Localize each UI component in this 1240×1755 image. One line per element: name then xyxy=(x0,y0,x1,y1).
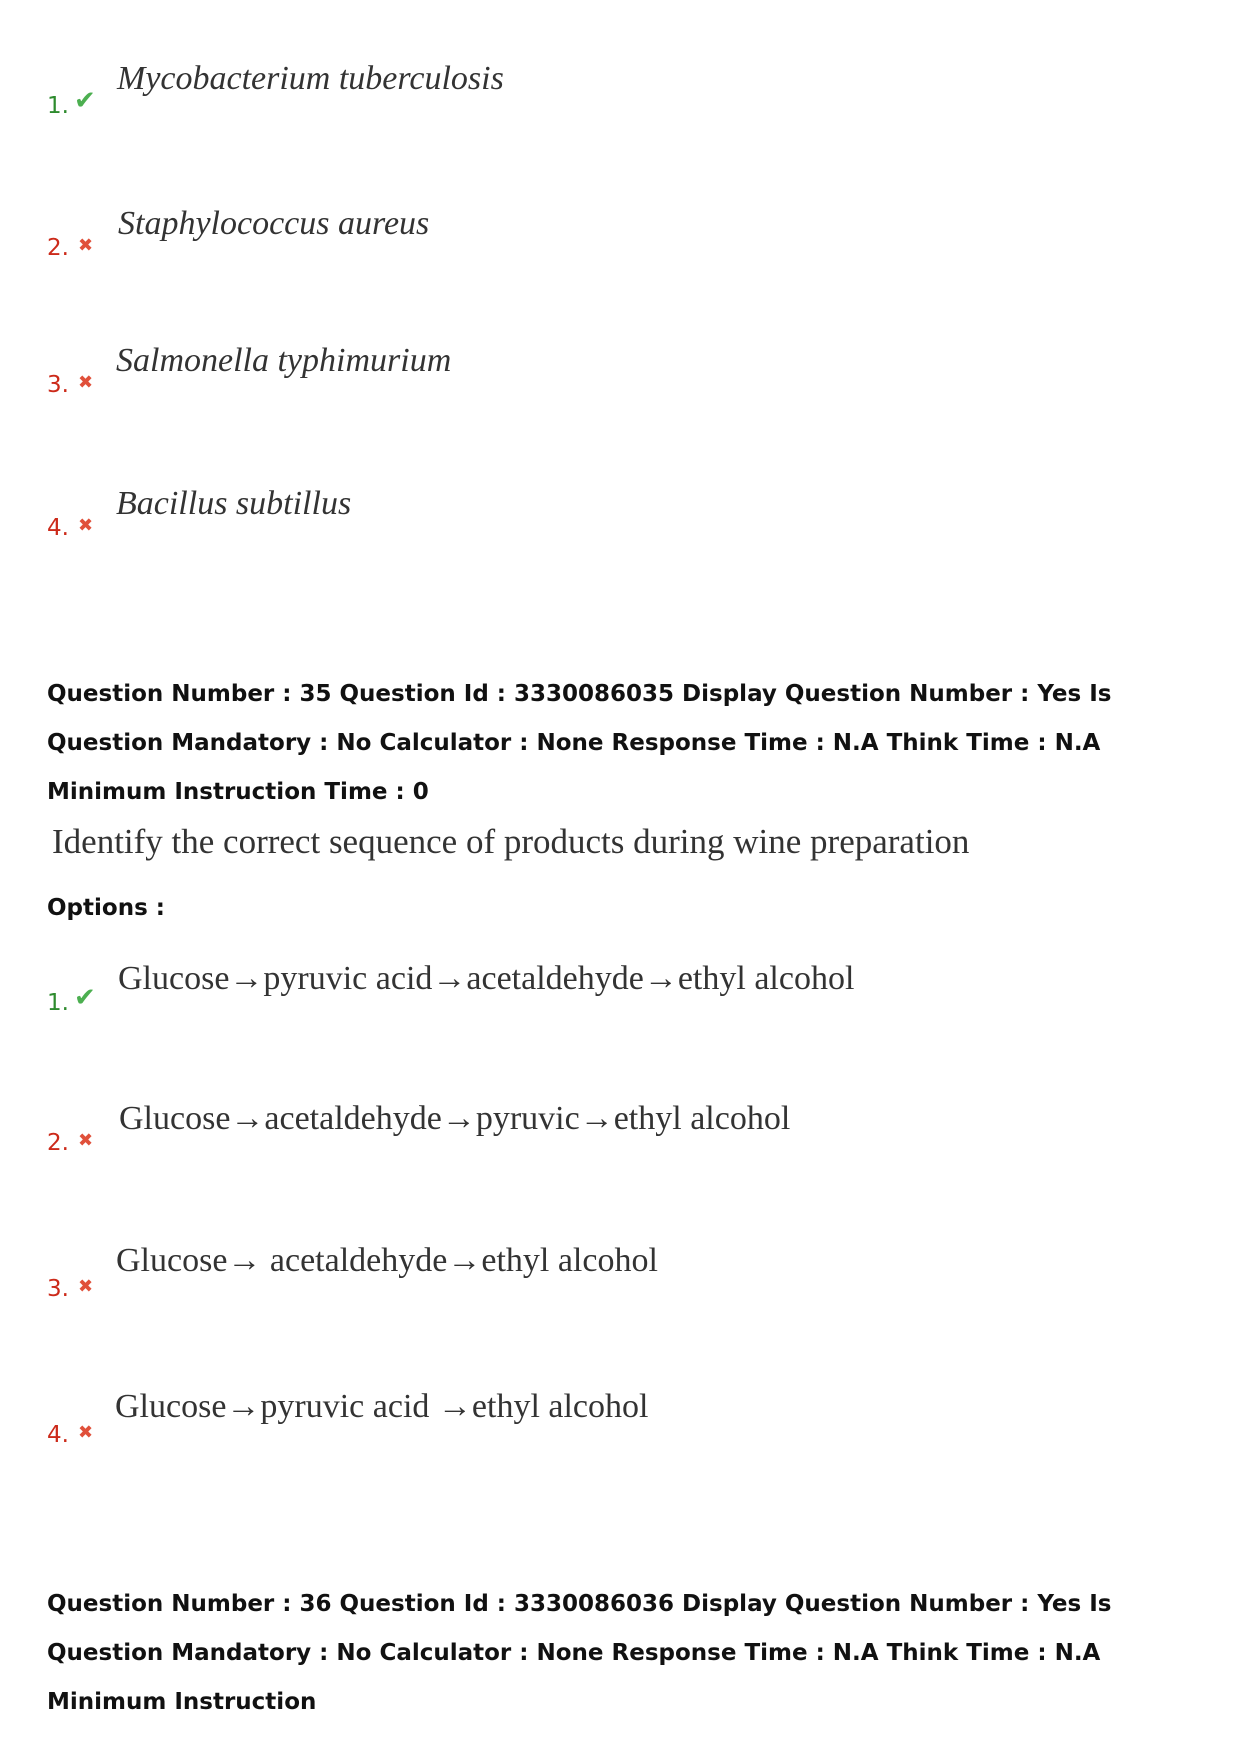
question-35-meta: Question Number : 35 Question Id : 3330086035 Display Question Number : Yes Is Question Mandatory : No Calculator : None Response Time : N.A Think Time : N.A Minimum Instruction Time : 0 xyxy=(47,681,1112,805)
prev-option-1 xyxy=(0,60,1100,120)
option-number: 3. xyxy=(47,372,69,398)
cross-icon: ✖ xyxy=(78,1276,94,1297)
option-text: Glucose→acetaldehyde→pyruvic→ethyl alcohol xyxy=(119,1100,791,1137)
option-text: Mycobacterium tuberculosis xyxy=(117,60,504,97)
option-number: 4. xyxy=(47,515,69,541)
options-label: Options : xyxy=(47,895,165,921)
cross-icon: ✖ xyxy=(78,235,94,256)
option-number: 1. xyxy=(47,93,69,119)
option-number: 2. xyxy=(47,1130,69,1156)
option-text: Glucose→pyruvic acid →ethyl alcohol xyxy=(115,1388,649,1425)
cross-icon: ✖ xyxy=(78,515,94,536)
prev-option-2 xyxy=(0,205,1100,265)
option-number: 3. xyxy=(47,1276,69,1302)
cross-icon: ✖ xyxy=(78,372,94,393)
question-35-text: Identify the correct sequence of products during wine preparation xyxy=(52,822,970,861)
option-text: Glucose→pyruvic acid→acetaldehyde→ethyl alcohol xyxy=(118,960,855,997)
option-text: Staphylococcus aureus xyxy=(118,205,430,242)
option-number: 4. xyxy=(47,1422,69,1448)
question-36-meta: Question Number : 36 Question Id : 3330086036 Display Question Number : Yes Is Question Mandatory : No Calculator : None Response Time : N.A Think Time : N.A Minimum Instruction xyxy=(47,1591,1112,1715)
option-number: 1. xyxy=(47,990,69,1016)
q35-option-4 xyxy=(0,1388,1100,1448)
q35-option-1 xyxy=(0,960,1100,1020)
q35-option-3 xyxy=(0,1242,1100,1302)
option-number: 2. xyxy=(47,235,69,261)
prev-option-4 xyxy=(0,485,1100,545)
cross-icon: ✖ xyxy=(78,1130,94,1151)
cross-icon: ✖ xyxy=(78,1422,94,1443)
option-text: Glucose→ acetaldehyde→ethyl alcohol xyxy=(116,1242,658,1279)
check-icon: ✔ xyxy=(74,86,96,116)
check-icon: ✔ xyxy=(74,983,96,1013)
prev-option-3 xyxy=(0,342,1100,402)
q35-option-2 xyxy=(0,1100,1100,1160)
option-text: Salmonella typhimurium xyxy=(116,342,452,379)
option-text: Bacillus subtillus xyxy=(116,485,352,522)
